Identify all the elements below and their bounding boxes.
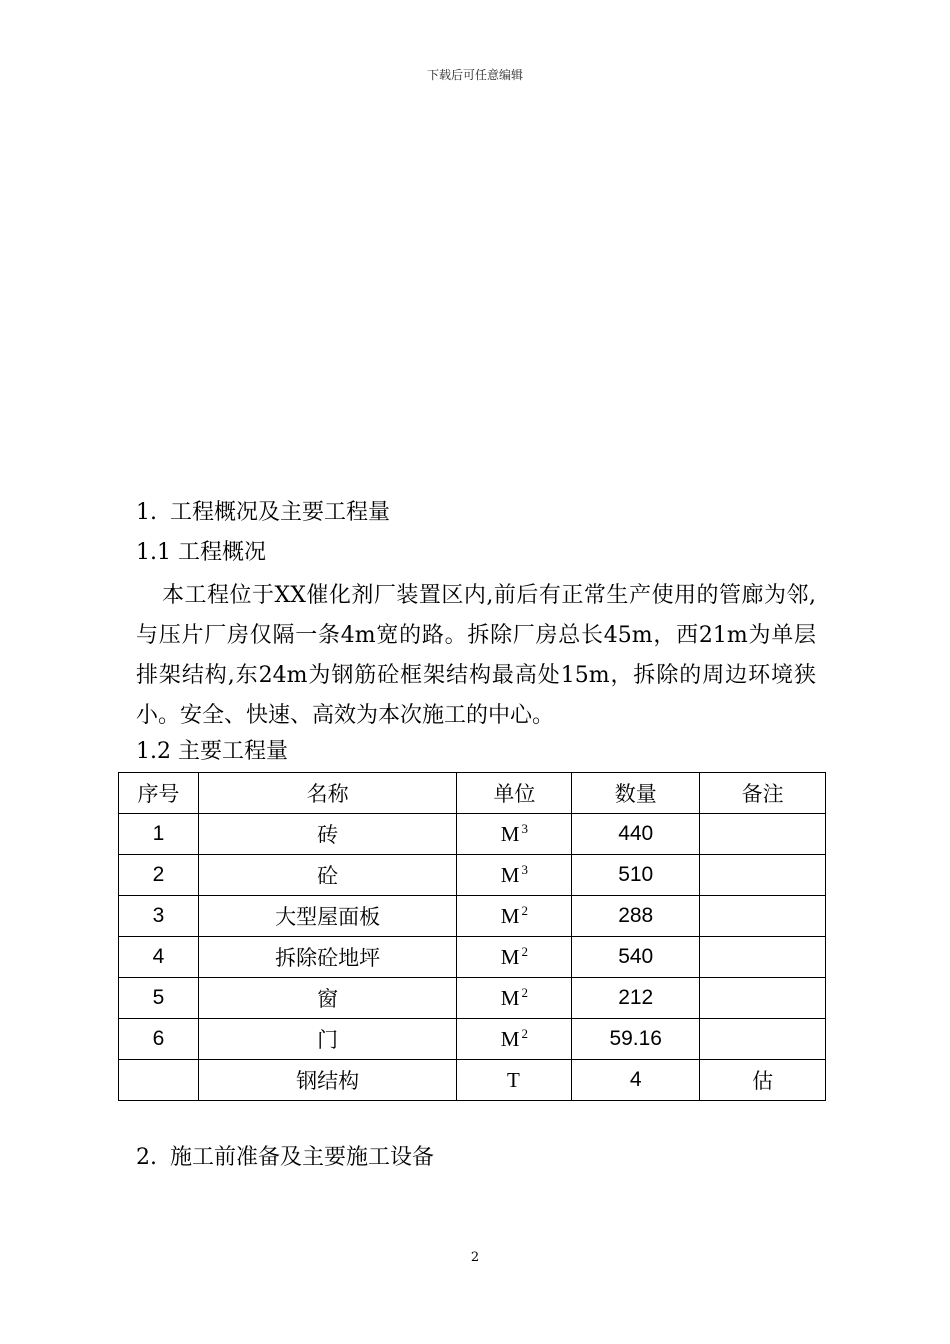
header-note: 备注 bbox=[700, 773, 826, 814]
row-name: 拆除砼地坪 bbox=[198, 937, 457, 978]
row-unit: M $^2$ bbox=[457, 937, 572, 978]
row-unit: M $^3$ bbox=[457, 855, 572, 896]
section-2-title: 施工前准备及主要施工设备 bbox=[170, 1145, 435, 1170]
row-no: 2 bbox=[119, 855, 199, 896]
section-1-1-heading: 1.1 工程概况 bbox=[136, 540, 266, 565]
row-unit: T bbox=[457, 1060, 572, 1101]
table-row bbox=[119, 855, 826, 896]
row-note bbox=[700, 855, 826, 896]
row-note bbox=[700, 814, 826, 855]
table-row bbox=[119, 896, 826, 937]
row-no: 4 bbox=[119, 937, 199, 978]
row-unit: M $^2$ bbox=[457, 978, 572, 1019]
row-qty: 212 bbox=[572, 978, 700, 1019]
row-name: 钢结构 bbox=[198, 1060, 457, 1101]
row-qty: 59.16 bbox=[572, 1019, 700, 1060]
row-qty: 540 bbox=[572, 937, 700, 978]
header-unit: 单位 bbox=[457, 773, 572, 814]
section-2-number: 2. bbox=[136, 1145, 157, 1170]
header-no: 序号 bbox=[119, 773, 199, 814]
row-note bbox=[700, 937, 826, 978]
overview-paragraph: 本工程位于XX催化剂厂装置区内,前后有正常生产使用的管廊为邻,与压片厂房仅隔一条4m宽的路。拆除厂房总长45m，西21m为单层排架结构,东24m为钢筋砼框架结构最高处15m，拆除的周边环境狭小。安全、快速、高效为本次施工的中心。 bbox=[136, 583, 816, 728]
row-no: 5 bbox=[119, 978, 199, 1019]
table-header-row bbox=[119, 773, 826, 814]
row-unit: M $^2$ bbox=[457, 1019, 572, 1060]
row-note bbox=[700, 978, 826, 1019]
header-note: 下载后可任意编辑 bbox=[426, 68, 523, 82]
section-2-heading bbox=[136, 1143, 434, 1173]
row-no: 3 bbox=[119, 896, 199, 937]
table-row bbox=[119, 978, 826, 1019]
row-no bbox=[119, 1060, 199, 1101]
row-unit: M $^3$ bbox=[457, 814, 572, 855]
table-row bbox=[119, 814, 826, 855]
section-1-number: 1. bbox=[136, 500, 157, 525]
table-row bbox=[119, 937, 826, 978]
header-name: 名称 bbox=[198, 773, 457, 814]
row-qty: 510 bbox=[572, 855, 700, 896]
section-1-title: 工程概况及主要工程量 bbox=[170, 500, 391, 525]
page-number: 2 bbox=[470, 1250, 480, 1265]
row-qty: 4 bbox=[572, 1060, 700, 1101]
row-qty: 288 bbox=[572, 896, 700, 937]
row-no: 1 bbox=[119, 814, 199, 855]
row-unit: M $^2$ bbox=[457, 896, 572, 937]
section-1-heading bbox=[136, 498, 390, 528]
row-name: 砖 bbox=[198, 814, 457, 855]
section-1-2-heading: 1.2 主要工程量 bbox=[136, 739, 288, 764]
row-name: 大型屋面板 bbox=[198, 896, 457, 937]
row-note bbox=[700, 896, 826, 937]
row-no: 6 bbox=[119, 1019, 199, 1060]
row-name: 门 bbox=[198, 1019, 457, 1060]
table-row bbox=[119, 1019, 826, 1060]
header-qty: 数量 bbox=[572, 773, 700, 814]
table-row bbox=[119, 1060, 826, 1101]
row-note: 估 bbox=[700, 1060, 826, 1101]
row-qty: 440 bbox=[572, 814, 700, 855]
row-note bbox=[700, 1019, 826, 1060]
row-name: 砼 bbox=[198, 855, 457, 896]
quantities-table bbox=[118, 772, 826, 1101]
row-name: 窗 bbox=[198, 978, 457, 1019]
